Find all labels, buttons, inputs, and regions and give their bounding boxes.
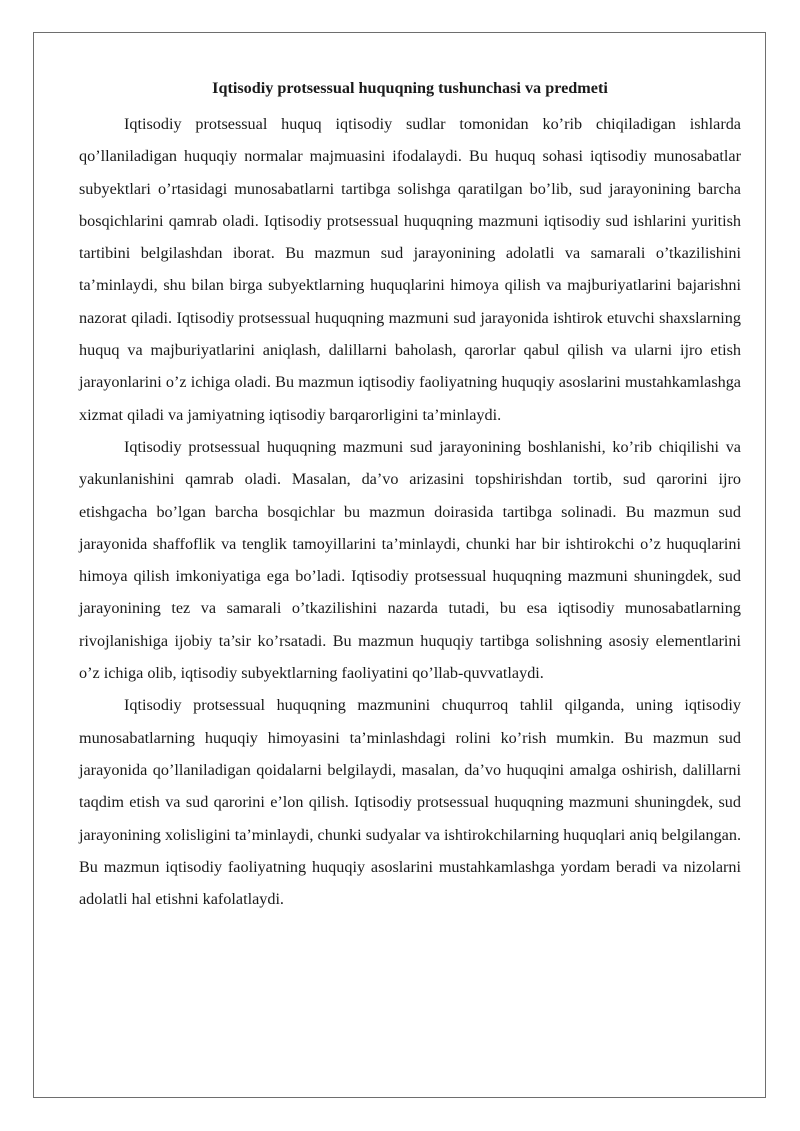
document-title: Iqtisodiy protsessual huquqning tushunchasi va predmeti bbox=[212, 79, 608, 97]
paragraph-1: Iqtisodiy protsessual huquq iqtisodiy sudlar tomonidan ko’rib chiqiladigan ishlarda qo’llaniladigan huquqiy normalar majmuasini ifodalaydi. Bu huquq sohasi iqtisodiy munosabatlar subyektlari o’rtasidagi munosabatlarni tartibga solishga qaratilgan bo’lib, sud jarayonining barcha bosqichlarini qamrab oladi. Iqtisodiy protsessual huquqning mazmuni iqtisodiy sud ishlarini yuritish tartibini belgilashdan iborat. Bu mazmun sud jarayonining adolatli va samarali o’tkazilishini ta’minlaydi, shu bilan birga subyektlarning huquqlarini himoya qilish va majburiyatlarini bajarishni nazorat qiladi. Iqtisodiy protsessual huquqning mazmuni sud jarayonida ishtirok etuvchi shaxslarning huquq va majburiyatlarini aniqlash, dalillarni baholash, qarorlar qabul qilish va ularni ijro etish jarayonlarini o’z ichiga oladi. Bu mazmun iqtisodiy faoliyatning huquqiy asoslarini mustahkamlashga xizmat qiladi va jamiyatning iqtisodiy barqarorligini ta’minlaydi. bbox=[79, 115, 741, 424]
paragraph-3: Iqtisodiy protsessual huquqning mazmunini chuqurroq tahlil qilganda, uning iqtisodiy munosabatlarning huquqiy himoyasini ta’minlashdagi rolini ko’rish mumkin. Bu mazmun sud jarayonida qo’llaniladigan qoidalarni belgilaydi, masalan, da’vo huquqini amalga oshirish, dalillarni taqdim etish va sud qarorini e’lon qilish. Iqtisodiy protsessual huquqning mazmuni shuningdek, sud jarayonining xolisligini ta’minlaydi, chunki sudyalar va ishtirokchilarning huquqlari aniq belgilangan. Bu mazmun iqtisodiy faoliyatning huquqiy asoslarini mustahkamlashga yordam beradi va nizolarni adolatli hal etishni kafolatlaydi. bbox=[79, 696, 741, 909]
document-body bbox=[79, 76, 741, 915]
paragraph-2: Iqtisodiy protsessual huquqning mazmuni sud jarayonining boshlanishi, ko’rib chiqilishi va yakunlanishini qamrab oladi. Masalan, da’vo arizasini topshirishdan tortib, sud qarorini ijro etishgacha bo’lgan barcha bosqichlar bu mazmun doirasida tartibga solinadi. Bu mazmun sud jarayonida shaffoflik va tenglik tamoyillarini ta’minlaydi, chunki har bir ishtirokchi o’z huquqlarini himoya qilish imkoniyatiga ega bo’ladi. Iqtisodiy protsessual huquqning mazmuni shuningdek, sud jarayonining tez va samarali o’tkazilishini nazarda tutadi, bu esa iqtisodiy munosabatlarning rivojlanishiga ijobiy ta’sir ko’rsatadi. Bu mazmun huquqiy tartibga solishning asosiy elementlarini o’z ichiga olib, iqtisodiy subyektlarning faoliyatini qo’llab-quvvatlaydi. bbox=[79, 437, 741, 683]
